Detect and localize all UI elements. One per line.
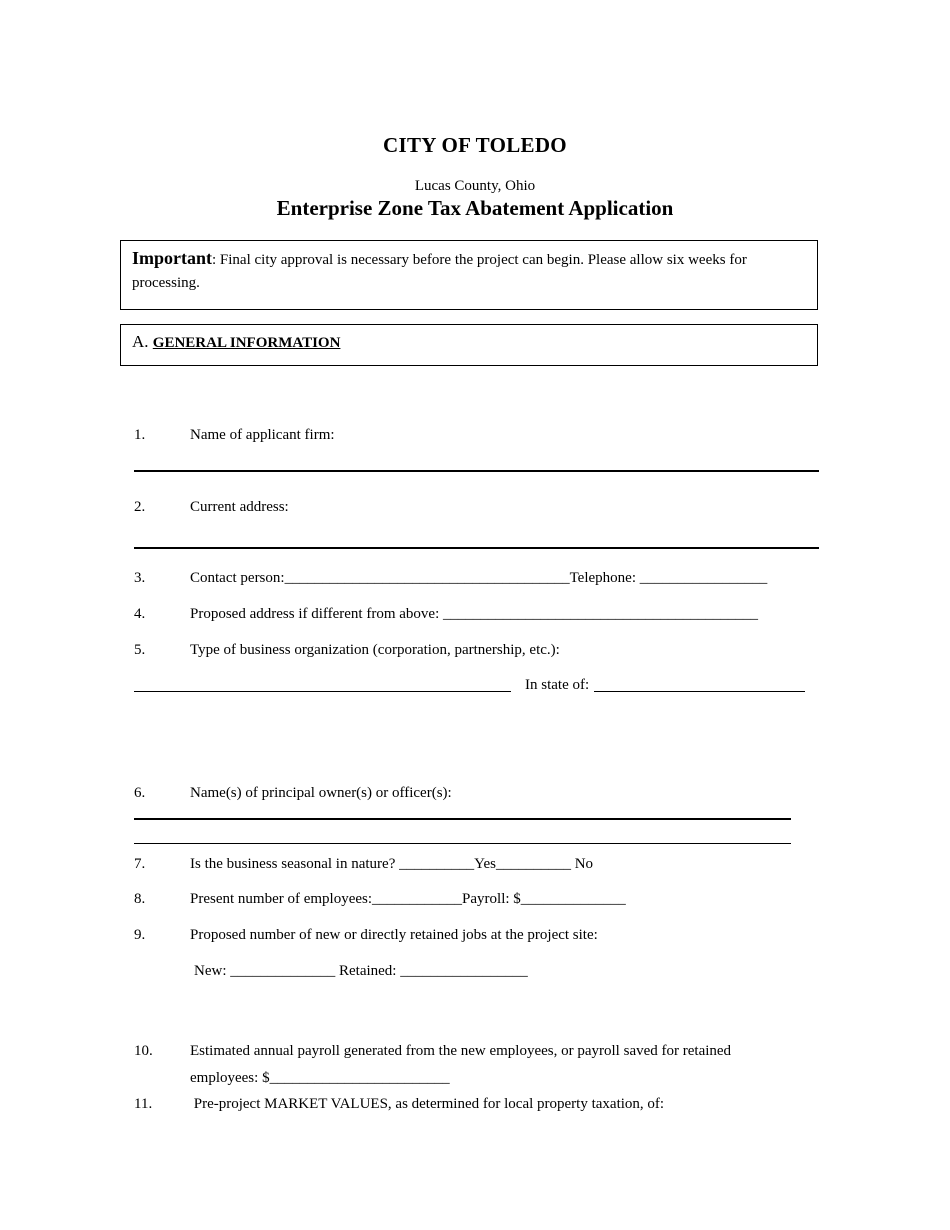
section-a-title: GENERAL INFORMATION xyxy=(152,335,341,351)
important-notice xyxy=(120,240,818,310)
county-label: Lucas County, Ohio xyxy=(414,178,536,194)
section-a-letter: A. xyxy=(132,332,149,351)
item-2-label: Current address: xyxy=(190,499,289,515)
seasonal-field[interactable]: Is the business seasonal in nature? __________Yes__________ No xyxy=(190,856,594,872)
estimated-payroll-field[interactable]: employees: $________________________ xyxy=(190,1070,450,1086)
item-5-label: Type of business organization (corporation, partnership, etc.): xyxy=(190,642,560,658)
item-10-label: Estimated annual payroll generated from the new employees, or payroll saved for retained xyxy=(190,1043,732,1059)
item-10-number: 10. xyxy=(134,1043,153,1059)
item-1-label: Name of applicant firm: xyxy=(190,427,335,443)
state-field[interactable] xyxy=(594,691,805,692)
item-6-label: Name(s) of principal owner(s) or officer(s): xyxy=(190,785,452,801)
item-11-number: 11. xyxy=(134,1096,153,1112)
item-1-number: 1. xyxy=(134,427,146,443)
important-label: Important xyxy=(132,248,212,268)
item-3-number: 3. xyxy=(134,570,146,586)
item-9-number: 9. xyxy=(134,927,146,943)
section-a-header xyxy=(120,324,818,366)
important-text: : Final city approval is necessary before the project can begin. Please allow six weeks for processing. xyxy=(132,252,747,291)
new-retained-jobs-field[interactable]: New: ______________ Retained: _________________ xyxy=(194,963,528,979)
item-6-number: 6. xyxy=(134,785,146,801)
business-organization-field[interactable] xyxy=(134,691,511,692)
principal-owner-field-1[interactable] xyxy=(134,818,791,820)
applicant-firm-field[interactable] xyxy=(134,470,819,472)
item-4-number: 4. xyxy=(134,606,146,622)
item-5-number: 5. xyxy=(134,642,146,658)
item-9-label: Proposed number of new or directly retained jobs at the project site: xyxy=(190,927,598,943)
page-title: CITY OF TOLEDO xyxy=(383,133,567,157)
item-2-number: 2. xyxy=(134,499,146,515)
form-title: Enterprise Zone Tax Abatement Application xyxy=(276,196,674,220)
item-8-number: 8. xyxy=(134,891,146,907)
contact-telephone-field[interactable]: Contact person:______________________________________Telephone: _________________ xyxy=(190,570,768,586)
proposed-address-field[interactable]: Proposed address if different from above: __________________________________________ xyxy=(190,606,758,622)
state-label: In state of: xyxy=(525,677,590,693)
current-address-field[interactable] xyxy=(134,547,819,549)
item-7-number: 7. xyxy=(134,856,146,872)
employees-payroll-field[interactable]: Present number of employees:____________Payroll: $______________ xyxy=(190,891,626,907)
item-11-label: Pre-project MARKET VALUES, as determined for local property taxation, of: xyxy=(190,1096,665,1112)
principal-owner-field-2[interactable] xyxy=(134,843,791,844)
